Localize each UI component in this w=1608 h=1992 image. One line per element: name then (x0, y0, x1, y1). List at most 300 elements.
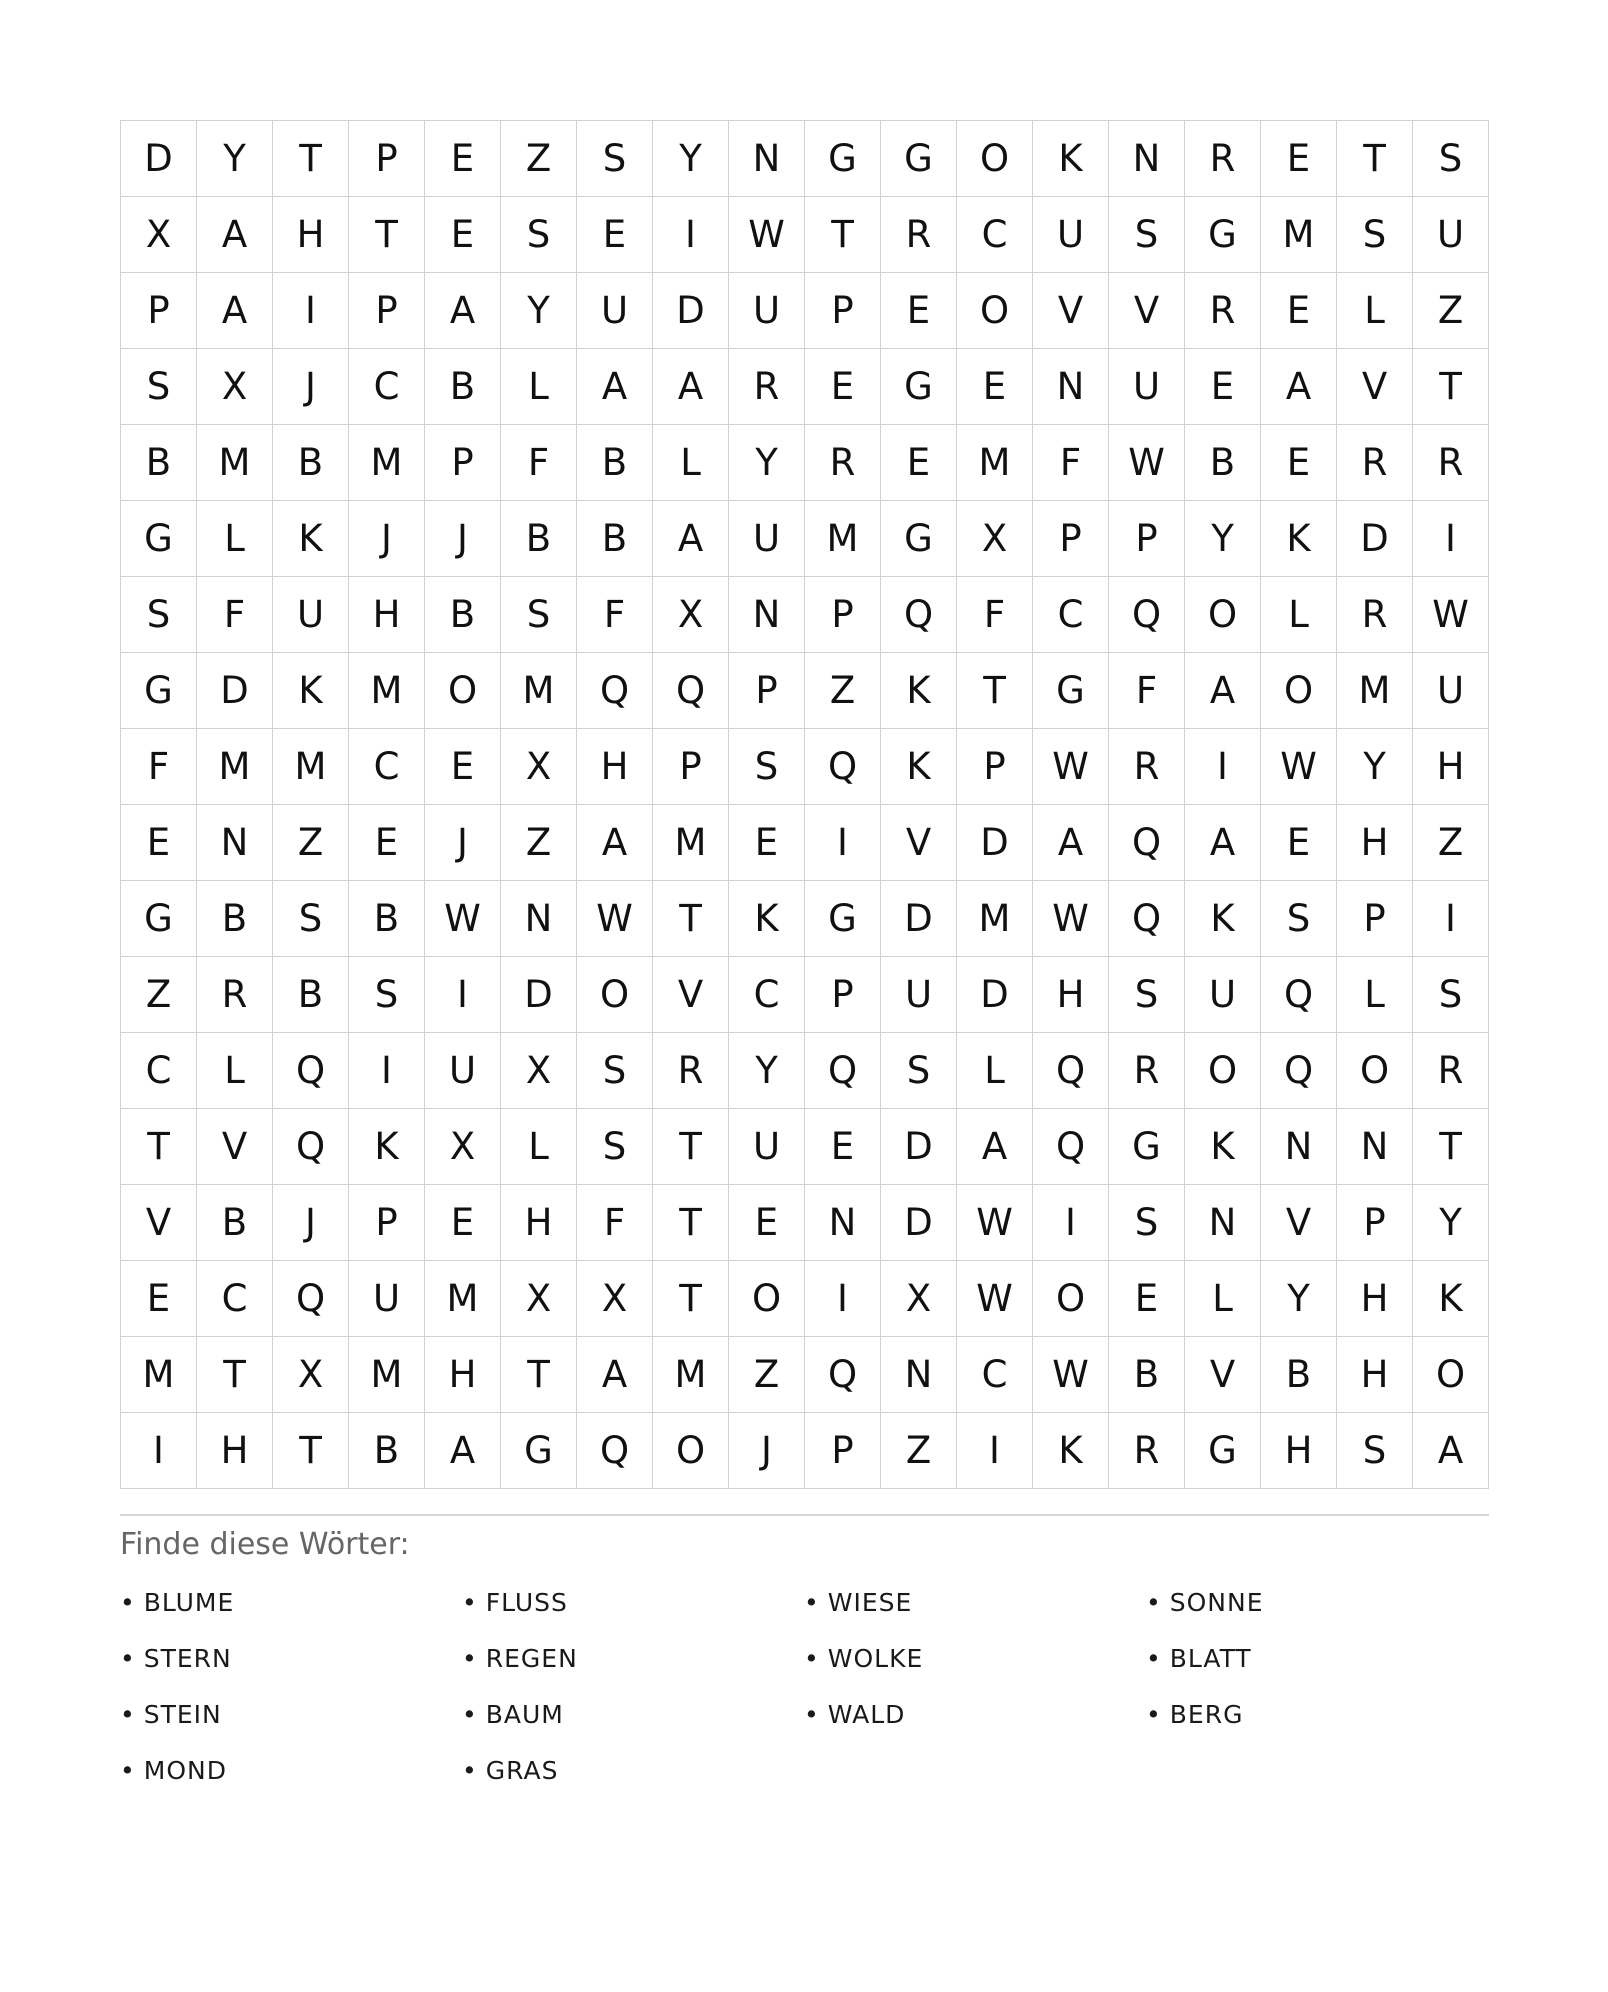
grid-cell[interactable]: N (1033, 349, 1109, 425)
grid-cell[interactable]: S (577, 121, 653, 197)
grid-cell[interactable]: U (729, 1109, 805, 1185)
grid-cell[interactable]: Y (501, 273, 577, 349)
grid-cell[interactable]: S (1337, 1413, 1413, 1489)
grid-cell[interactable]: E (425, 1185, 501, 1261)
grid-cell[interactable]: U (1033, 197, 1109, 273)
grid-cell[interactable]: Q (577, 1413, 653, 1489)
grid-cell[interactable]: A (653, 501, 729, 577)
grid-cell[interactable]: C (957, 1337, 1033, 1413)
grid-cell[interactable]: V (197, 1109, 273, 1185)
grid-cell[interactable]: I (1413, 501, 1489, 577)
grid-cell[interactable]: T (273, 1413, 349, 1489)
grid-cell[interactable]: Q (1261, 1033, 1337, 1109)
grid-cell[interactable]: E (1261, 805, 1337, 881)
grid-cell[interactable]: A (425, 1413, 501, 1489)
grid-cell[interactable]: D (1337, 501, 1413, 577)
grid-cell[interactable]: T (653, 1109, 729, 1185)
grid-cell[interactable]: J (425, 805, 501, 881)
grid-cell[interactable]: Q (577, 653, 653, 729)
grid-cell[interactable]: Y (1261, 1261, 1337, 1337)
grid-cell[interactable]: T (1413, 1109, 1489, 1185)
grid-cell[interactable]: G (121, 501, 197, 577)
grid-cell[interactable]: R (197, 957, 273, 1033)
grid-cell[interactable]: Q (1109, 577, 1185, 653)
grid-cell[interactable]: E (805, 1109, 881, 1185)
grid-cell[interactable]: Y (729, 1033, 805, 1109)
grid-cell[interactable]: B (1261, 1337, 1337, 1413)
grid-cell[interactable]: C (121, 1033, 197, 1109)
grid-cell[interactable]: Q (1109, 881, 1185, 957)
grid-cell[interactable]: G (881, 501, 957, 577)
grid-cell[interactable]: S (1109, 197, 1185, 273)
grid-cell[interactable]: J (425, 501, 501, 577)
grid-cell[interactable]: S (1109, 957, 1185, 1033)
grid-cell[interactable]: U (881, 957, 957, 1033)
grid-cell[interactable]: I (653, 197, 729, 273)
grid-cell[interactable]: J (273, 1185, 349, 1261)
grid-cell[interactable]: A (1185, 653, 1261, 729)
grid-cell[interactable]: X (881, 1261, 957, 1337)
grid-cell[interactable]: N (881, 1337, 957, 1413)
grid-cell[interactable]: P (805, 273, 881, 349)
grid-cell[interactable]: X (501, 1261, 577, 1337)
grid-cell[interactable]: C (729, 957, 805, 1033)
grid-cell[interactable]: W (957, 1261, 1033, 1337)
grid-cell[interactable]: B (1185, 425, 1261, 501)
grid-cell[interactable]: W (577, 881, 653, 957)
grid-cell[interactable]: U (577, 273, 653, 349)
grid-cell[interactable]: V (881, 805, 957, 881)
grid-cell[interactable]: P (653, 729, 729, 805)
grid-cell[interactable]: H (425, 1337, 501, 1413)
grid-cell[interactable]: S (577, 1033, 653, 1109)
grid-cell[interactable]: V (121, 1185, 197, 1261)
grid-cell[interactable]: C (1033, 577, 1109, 653)
grid-cell[interactable]: B (349, 1413, 425, 1489)
grid-cell[interactable]: O (577, 957, 653, 1033)
grid-cell[interactable]: A (1033, 805, 1109, 881)
grid-cell[interactable]: Q (1109, 805, 1185, 881)
grid-cell[interactable]: H (1413, 729, 1489, 805)
grid-cell[interactable]: V (1185, 1337, 1261, 1413)
grid-cell[interactable]: L (197, 501, 273, 577)
grid-cell[interactable]: R (1413, 425, 1489, 501)
grid-cell[interactable]: P (349, 121, 425, 197)
grid-cell[interactable]: Q (805, 1033, 881, 1109)
grid-cell[interactable]: E (1109, 1261, 1185, 1337)
grid-cell[interactable]: R (1185, 121, 1261, 197)
grid-cell[interactable]: P (1033, 501, 1109, 577)
grid-cell[interactable]: W (729, 197, 805, 273)
grid-cell[interactable]: X (197, 349, 273, 425)
grid-cell[interactable]: G (881, 121, 957, 197)
grid-cell[interactable]: O (957, 273, 1033, 349)
grid-cell[interactable]: A (577, 349, 653, 425)
grid-cell[interactable]: N (729, 577, 805, 653)
grid-cell[interactable]: K (1033, 121, 1109, 197)
grid-cell[interactable]: S (349, 957, 425, 1033)
grid-cell[interactable]: G (805, 121, 881, 197)
grid-cell[interactable]: J (349, 501, 425, 577)
grid-cell[interactable]: S (121, 349, 197, 425)
grid-cell[interactable]: A (653, 349, 729, 425)
grid-cell[interactable]: K (1033, 1413, 1109, 1489)
grid-cell[interactable]: O (729, 1261, 805, 1337)
grid-cell[interactable]: R (1337, 577, 1413, 653)
grid-cell[interactable]: N (1109, 121, 1185, 197)
grid-cell[interactable]: Q (273, 1033, 349, 1109)
grid-cell[interactable]: P (349, 273, 425, 349)
grid-cell[interactable]: O (1337, 1033, 1413, 1109)
grid-cell[interactable]: J (729, 1413, 805, 1489)
grid-cell[interactable]: D (881, 881, 957, 957)
grid-cell[interactable]: F (577, 577, 653, 653)
grid-cell[interactable]: S (1261, 881, 1337, 957)
grid-cell[interactable]: I (1185, 729, 1261, 805)
grid-cell[interactable]: P (805, 1413, 881, 1489)
grid-cell[interactable]: S (273, 881, 349, 957)
grid-cell[interactable]: U (349, 1261, 425, 1337)
grid-cell[interactable]: E (805, 349, 881, 425)
grid-cell[interactable]: G (1185, 1413, 1261, 1489)
grid-cell[interactable]: G (121, 881, 197, 957)
grid-cell[interactable]: E (1261, 425, 1337, 501)
grid-cell[interactable]: S (881, 1033, 957, 1109)
grid-cell[interactable]: W (1033, 729, 1109, 805)
grid-cell[interactable]: I (273, 273, 349, 349)
grid-cell[interactable]: E (881, 425, 957, 501)
grid-cell[interactable]: O (1033, 1261, 1109, 1337)
grid-cell[interactable]: N (805, 1185, 881, 1261)
grid-cell[interactable]: Q (1261, 957, 1337, 1033)
grid-cell[interactable]: E (1261, 273, 1337, 349)
grid-cell[interactable]: T (805, 197, 881, 273)
grid-cell[interactable]: I (121, 1413, 197, 1489)
grid-cell[interactable]: Q (273, 1109, 349, 1185)
grid-cell[interactable]: M (957, 425, 1033, 501)
grid-cell[interactable]: E (121, 1261, 197, 1337)
grid-cell[interactable]: T (1413, 349, 1489, 425)
grid-cell[interactable]: O (1185, 577, 1261, 653)
grid-cell[interactable]: L (501, 349, 577, 425)
grid-cell[interactable]: Z (729, 1337, 805, 1413)
grid-cell[interactable]: V (1033, 273, 1109, 349)
grid-cell[interactable]: Y (1413, 1185, 1489, 1261)
grid-cell[interactable]: W (1033, 1337, 1109, 1413)
grid-cell[interactable]: R (653, 1033, 729, 1109)
grid-cell[interactable]: B (273, 957, 349, 1033)
grid-cell[interactable]: O (1185, 1033, 1261, 1109)
grid-cell[interactable]: Q (881, 577, 957, 653)
grid-cell[interactable]: D (197, 653, 273, 729)
grid-cell[interactable]: M (349, 1337, 425, 1413)
grid-cell[interactable]: G (501, 1413, 577, 1489)
grid-cell[interactable]: Z (121, 957, 197, 1033)
grid-cell[interactable]: K (1185, 881, 1261, 957)
grid-cell[interactable]: D (957, 957, 1033, 1033)
grid-cell[interactable]: P (1337, 881, 1413, 957)
grid-cell[interactable]: A (957, 1109, 1033, 1185)
grid-cell[interactable]: K (881, 653, 957, 729)
grid-cell[interactable]: X (425, 1109, 501, 1185)
grid-cell[interactable]: P (729, 653, 805, 729)
grid-cell[interactable]: V (653, 957, 729, 1033)
grid-cell[interactable]: V (1261, 1185, 1337, 1261)
grid-cell[interactable]: O (425, 653, 501, 729)
grid-cell[interactable]: B (425, 577, 501, 653)
grid-cell[interactable]: R (1337, 425, 1413, 501)
grid-cell[interactable]: A (425, 273, 501, 349)
grid-cell[interactable]: Z (881, 1413, 957, 1489)
grid-cell[interactable]: M (121, 1337, 197, 1413)
grid-cell[interactable]: A (577, 805, 653, 881)
grid-cell[interactable]: K (1261, 501, 1337, 577)
grid-cell[interactable]: Z (501, 121, 577, 197)
grid-cell[interactable]: L (653, 425, 729, 501)
grid-cell[interactable]: Z (273, 805, 349, 881)
grid-cell[interactable]: W (1033, 881, 1109, 957)
grid-cell[interactable]: J (273, 349, 349, 425)
grid-cell[interactable]: S (1109, 1185, 1185, 1261)
grid-cell[interactable]: B (577, 425, 653, 501)
grid-cell[interactable]: M (805, 501, 881, 577)
grid-cell[interactable]: A (197, 273, 273, 349)
grid-cell[interactable]: M (1261, 197, 1337, 273)
grid-cell[interactable]: K (273, 653, 349, 729)
grid-cell[interactable]: R (729, 349, 805, 425)
grid-cell[interactable]: B (501, 501, 577, 577)
grid-cell[interactable]: M (197, 729, 273, 805)
grid-cell[interactable]: T (957, 653, 1033, 729)
grid-cell[interactable]: H (273, 197, 349, 273)
grid-cell[interactable]: W (425, 881, 501, 957)
grid-cell[interactable]: T (653, 881, 729, 957)
grid-cell[interactable]: R (1109, 729, 1185, 805)
grid-cell[interactable]: B (197, 881, 273, 957)
grid-cell[interactable]: X (501, 1033, 577, 1109)
grid-cell[interactable]: M (273, 729, 349, 805)
grid-cell[interactable]: X (121, 197, 197, 273)
grid-cell[interactable]: A (1413, 1413, 1489, 1489)
grid-cell[interactable]: M (349, 425, 425, 501)
grid-cell[interactable]: W (1413, 577, 1489, 653)
grid-cell[interactable]: E (729, 1185, 805, 1261)
grid-cell[interactable]: R (1109, 1413, 1185, 1489)
grid-cell[interactable]: P (349, 1185, 425, 1261)
grid-cell[interactable]: S (1413, 957, 1489, 1033)
grid-cell[interactable]: I (1413, 881, 1489, 957)
grid-cell[interactable]: H (1337, 1337, 1413, 1413)
grid-cell[interactable]: P (121, 273, 197, 349)
grid-cell[interactable]: H (1337, 1261, 1413, 1337)
grid-cell[interactable]: R (1413, 1033, 1489, 1109)
grid-cell[interactable]: L (1261, 577, 1337, 653)
grid-cell[interactable]: I (805, 1261, 881, 1337)
grid-cell[interactable]: H (1337, 805, 1413, 881)
grid-cell[interactable]: F (577, 1185, 653, 1261)
grid-cell[interactable]: T (653, 1261, 729, 1337)
grid-cell[interactable]: Q (1033, 1109, 1109, 1185)
grid-cell[interactable]: R (805, 425, 881, 501)
grid-cell[interactable]: B (121, 425, 197, 501)
grid-cell[interactable]: R (881, 197, 957, 273)
grid-cell[interactable]: P (1337, 1185, 1413, 1261)
grid-cell[interactable]: E (1261, 121, 1337, 197)
grid-cell[interactable]: E (121, 805, 197, 881)
grid-cell[interactable]: M (957, 881, 1033, 957)
grid-cell[interactable]: Y (1185, 501, 1261, 577)
grid-cell[interactable]: I (957, 1413, 1033, 1489)
grid-cell[interactable]: W (957, 1185, 1033, 1261)
grid-cell[interactable]: D (957, 805, 1033, 881)
grid-cell[interactable]: Z (805, 653, 881, 729)
grid-cell[interactable]: Q (805, 729, 881, 805)
grid-cell[interactable]: Y (197, 121, 273, 197)
grid-cell[interactable]: O (653, 1413, 729, 1489)
grid-cell[interactable]: B (349, 881, 425, 957)
grid-cell[interactable]: S (577, 1109, 653, 1185)
grid-cell[interactable]: N (729, 121, 805, 197)
grid-cell[interactable]: U (273, 577, 349, 653)
grid-cell[interactable]: U (729, 273, 805, 349)
grid-cell[interactable]: B (1109, 1337, 1185, 1413)
grid-cell[interactable]: Q (805, 1337, 881, 1413)
grid-cell[interactable]: U (729, 501, 805, 577)
grid-cell[interactable]: A (197, 197, 273, 273)
grid-cell[interactable]: I (1033, 1185, 1109, 1261)
grid-cell[interactable]: A (1261, 349, 1337, 425)
grid-cell[interactable]: M (1337, 653, 1413, 729)
grid-cell[interactable]: K (729, 881, 805, 957)
grid-cell[interactable]: V (1109, 273, 1185, 349)
grid-cell[interactable]: G (1033, 653, 1109, 729)
grid-cell[interactable]: B (425, 349, 501, 425)
grid-cell[interactable]: W (1261, 729, 1337, 805)
grid-cell[interactable]: X (501, 729, 577, 805)
grid-cell[interactable]: H (577, 729, 653, 805)
grid-cell[interactable]: P (1109, 501, 1185, 577)
grid-cell[interactable]: S (501, 577, 577, 653)
grid-cell[interactable]: K (273, 501, 349, 577)
grid-cell[interactable]: Q (653, 653, 729, 729)
grid-cell[interactable]: Z (1413, 273, 1489, 349)
grid-cell[interactable]: F (1033, 425, 1109, 501)
grid-cell[interactable]: D (121, 121, 197, 197)
grid-cell[interactable]: C (197, 1261, 273, 1337)
grid-cell[interactable]: S (1337, 197, 1413, 273)
grid-cell[interactable]: O (1413, 1337, 1489, 1413)
grid-cell[interactable]: A (577, 1337, 653, 1413)
grid-cell[interactable]: N (197, 805, 273, 881)
grid-cell[interactable]: L (1337, 273, 1413, 349)
grid-cell[interactable]: E (349, 805, 425, 881)
grid-cell[interactable]: S (1413, 121, 1489, 197)
grid-cell[interactable]: H (1261, 1413, 1337, 1489)
grid-cell[interactable]: A (1185, 805, 1261, 881)
grid-cell[interactable]: T (501, 1337, 577, 1413)
grid-cell[interactable]: Z (501, 805, 577, 881)
grid-cell[interactable]: G (881, 349, 957, 425)
grid-cell[interactable]: F (197, 577, 273, 653)
grid-cell[interactable]: T (121, 1109, 197, 1185)
grid-cell[interactable]: D (881, 1109, 957, 1185)
grid-cell[interactable]: C (349, 349, 425, 425)
grid-cell[interactable]: O (1261, 653, 1337, 729)
grid-cell[interactable]: M (349, 653, 425, 729)
grid-cell[interactable]: H (1033, 957, 1109, 1033)
grid-cell[interactable]: N (1261, 1109, 1337, 1185)
grid-cell[interactable]: F (957, 577, 1033, 653)
grid-cell[interactable]: Y (653, 121, 729, 197)
grid-cell[interactable]: L (501, 1109, 577, 1185)
grid-cell[interactable]: D (653, 273, 729, 349)
grid-cell[interactable]: S (121, 577, 197, 653)
grid-cell[interactable]: E (425, 197, 501, 273)
grid-cell[interactable]: H (349, 577, 425, 653)
grid-cell[interactable]: L (197, 1033, 273, 1109)
grid-cell[interactable]: C (349, 729, 425, 805)
grid-cell[interactable]: E (425, 121, 501, 197)
grid-cell[interactable]: K (349, 1109, 425, 1185)
grid-cell[interactable]: I (425, 957, 501, 1033)
grid-cell[interactable]: X (577, 1261, 653, 1337)
grid-cell[interactable]: Z (1413, 805, 1489, 881)
grid-cell[interactable]: T (653, 1185, 729, 1261)
grid-cell[interactable]: B (273, 425, 349, 501)
grid-cell[interactable]: P (425, 425, 501, 501)
grid-cell[interactable]: U (1413, 653, 1489, 729)
grid-cell[interactable]: D (881, 1185, 957, 1261)
grid-cell[interactable]: T (349, 197, 425, 273)
grid-cell[interactable]: K (1185, 1109, 1261, 1185)
grid-cell[interactable]: E (577, 197, 653, 273)
grid-cell[interactable]: F (121, 729, 197, 805)
grid-cell[interactable]: V (1337, 349, 1413, 425)
grid-cell[interactable]: P (805, 577, 881, 653)
grid-cell[interactable]: D (501, 957, 577, 1033)
grid-cell[interactable]: U (425, 1033, 501, 1109)
grid-cell[interactable]: Y (729, 425, 805, 501)
grid-cell[interactable]: S (501, 197, 577, 273)
grid-cell[interactable]: E (425, 729, 501, 805)
grid-cell[interactable]: E (881, 273, 957, 349)
grid-cell[interactable]: R (1109, 1033, 1185, 1109)
grid-cell[interactable]: E (957, 349, 1033, 425)
grid-cell[interactable]: N (501, 881, 577, 957)
grid-cell[interactable]: B (577, 501, 653, 577)
grid-cell[interactable]: U (1109, 349, 1185, 425)
grid-cell[interactable]: L (957, 1033, 1033, 1109)
grid-cell[interactable]: M (197, 425, 273, 501)
grid-cell[interactable]: U (1413, 197, 1489, 273)
grid-cell[interactable]: M (501, 653, 577, 729)
grid-cell[interactable]: M (653, 805, 729, 881)
grid-cell[interactable]: I (349, 1033, 425, 1109)
grid-cell[interactable]: P (957, 729, 1033, 805)
grid-cell[interactable]: L (1185, 1261, 1261, 1337)
grid-cell[interactable]: F (501, 425, 577, 501)
grid-cell[interactable]: Q (1033, 1033, 1109, 1109)
grid-cell[interactable]: T (1337, 121, 1413, 197)
grid-cell[interactable]: R (1185, 273, 1261, 349)
grid-cell[interactable]: U (1185, 957, 1261, 1033)
grid-cell[interactable]: L (1337, 957, 1413, 1033)
grid-cell[interactable]: I (805, 805, 881, 881)
grid-cell[interactable]: H (197, 1413, 273, 1489)
grid-cell[interactable]: T (273, 121, 349, 197)
grid-cell[interactable]: F (1109, 653, 1185, 729)
grid-cell[interactable]: E (1185, 349, 1261, 425)
